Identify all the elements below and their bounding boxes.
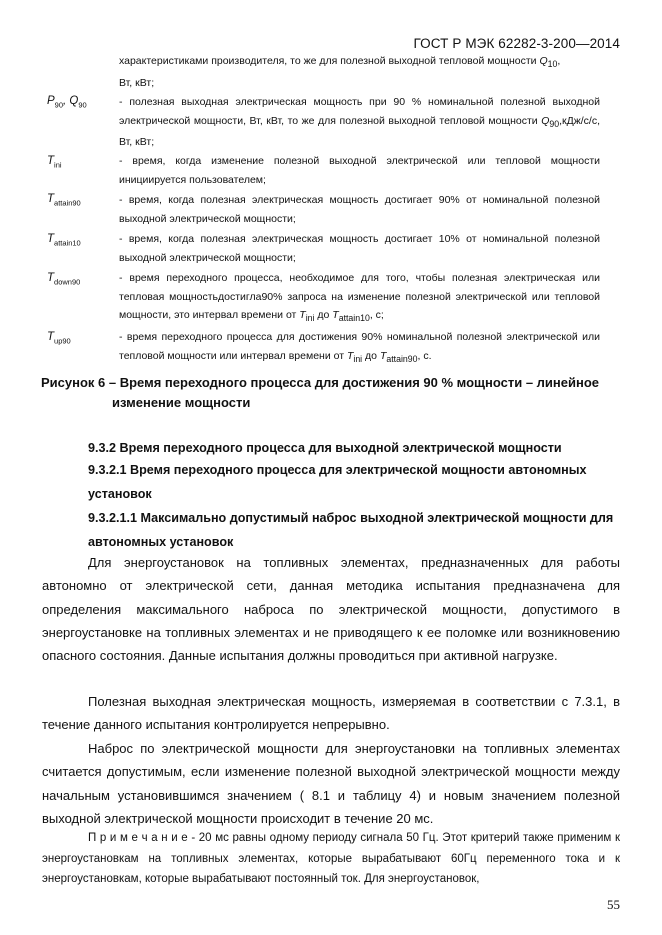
definition-tattain90: - время, когда полезная электрическая мощность достигает 90% от номинальной полезной выходной электрической мощности; [119,194,600,225]
term-tattain10-subscript: attain10 [54,238,81,248]
paragraph-3 [42,737,620,830]
figure-caption-line1: Рисунок 6 – Время переходного процесса для достижения 90 % мощности – линейное [41,375,600,390]
figure-caption-line2: изменение мощности [112,395,251,410]
definition-continuation [119,52,600,92]
term-tup90-symbol: T [47,331,55,343]
term-separator: , [63,95,70,107]
def-cont-subscript: 10 [547,59,558,70]
definition-p90-symbol: Q [541,114,550,127]
term-tdown90 [47,272,80,286]
paragraph-3-text: Наброс по электрической мощности для энергоустановки на топливных элементах считается допустимым, если изменение полезной выходной электрической мощности между начальным установившимся значением ( 8.1 и таблицу 4) и новым значением полезной выходной электрической мощности происходит в течение 20 мс. [42,741,620,826]
term-p90-subscript: 90 [54,100,64,110]
definition-tdown90-s1: T [299,309,306,321]
definition-tup90-s1-sub: ini [353,353,363,364]
definition-tdown90 [119,269,600,328]
definition-tattain10: - время, когда полезная электрическая мощность достигает 10% от номинальной полезной выходной электрической мощности; [119,233,600,264]
term-tdown90-symbol: T [47,272,55,284]
page-number: 55 [607,897,620,912]
def-cont-symbol: Q [539,55,548,67]
term-tattain90-symbol: T [47,193,55,205]
note-label: П р и м е ч а н и е [88,832,188,844]
term-tattain10-symbol: T [47,233,55,245]
note [42,828,620,890]
paragraph-2-text: Полезная выходная электрическая мощность, измеряемая в соответствии с 7.3.1, в течение данного испытания контролируется непрерывно. [42,694,620,733]
term-p90-symbol: P [47,95,55,107]
definition-p90 [119,93,600,152]
document-header: ГОСТ Р МЭК 62282-3-200—2014 [413,36,620,51]
definition-p90-subscript: 90 [549,118,560,129]
term-p90-q90 [47,95,87,109]
def-cont-punct: , [557,55,561,67]
term-tup90 [47,331,71,345]
term-tattain10 [47,233,81,247]
def-cont-text: характеристиками производителя, то же для полезной выходной тепловой мощности [119,55,540,67]
definition-tup90 [119,328,600,368]
definition-tup90-s2: T [379,349,387,362]
note-text: - 20 мс равны одному периоду сигнала 50 Гц. Этот критерий также применим к энергоустановкам на топливных элементах, которые вырабатывают 60Гц переменного тока и к энергоустановкам, которые вырабатывают постоянный ток. Для энергоустановок, [42,832,621,885]
definition-tdown90-mid: до [314,309,333,321]
definition-tdown90-s2: T [332,309,339,321]
definition-tdown90-s2-sub: attain10 [338,313,370,324]
definition-tup90-s2-sub: attain90 [386,353,418,364]
definition-tdown90-end: , с; [369,309,384,321]
heading-9-3-2-1: 9.3.2.1 Время переходного процесса для электрической мощности автономных установок [88,463,587,501]
paragraph-1 [42,551,620,667]
term-tini-symbol: T [47,155,55,167]
paragraph-2 [42,690,620,737]
term-q90-subscript: 90 [78,100,87,110]
term-tattain90 [47,193,81,207]
definition-tdown90-s1-sub: ini [305,313,315,324]
term-tini [47,155,62,169]
def-cont-units: Вт, кВт; [119,76,155,89]
heading-9-3-2-1-1: 9.3.2.1.1 Максимально допустимый наброс выходной электрической мощности для автономных установок [88,511,614,549]
paragraph-1-text: Для энергоустановок на топливных элементах, предназначенных для работы автономно от электрической сети, данная методика испытания предназначена для определения максимального наброса по электрической мощности, допустимого в энергоустановке на топливных элементах и не приводящего к ее поломке или возникновению опасного состояния. Данные испытания должны проводиться при активной нагрузке. [42,555,620,664]
term-tini-subscript: ini [54,160,62,170]
definition-p90-units: ,кДж/с/с, Вт, кВт; [119,114,600,149]
term-q90-symbol: Q [69,95,79,107]
definition-tup90-s1: T [346,349,354,362]
definition-tdown90-text: - время переходного процесса, необходимое для того, чтобы полезная электрическая или тепловая мощностьдостигла90% запроса на изменение полезной электрической или тепловой мощности, это интервал времени от [119,272,600,321]
heading-9-3-2: 9.3.2 Время переходного процесса для выходной электрической мощности [88,441,562,455]
definition-tup90-end: , с. [417,349,432,362]
definition-tup90-text: - время переходного процесса для достижения 90% номинальной полезной электрической или тепловой мощности или интервал времени от [119,331,600,362]
term-tdown90-subscript: down90 [54,277,81,287]
term-tup90-subscript: up90 [54,336,71,346]
definition-tup90-mid: до [362,349,380,362]
definition-p90-text: - полезная выходная электрическая мощность при 90 % номинальной полезной выходной электрической мощности, Вт, кВт, то же для полезной выходной тепловой мощности [119,96,600,127]
term-tattain90-subscript: attain90 [54,198,81,208]
definition-tini: - время, когда изменение полезной выходной электрической или тепловой мощности инициируется пользователем; [119,155,600,186]
